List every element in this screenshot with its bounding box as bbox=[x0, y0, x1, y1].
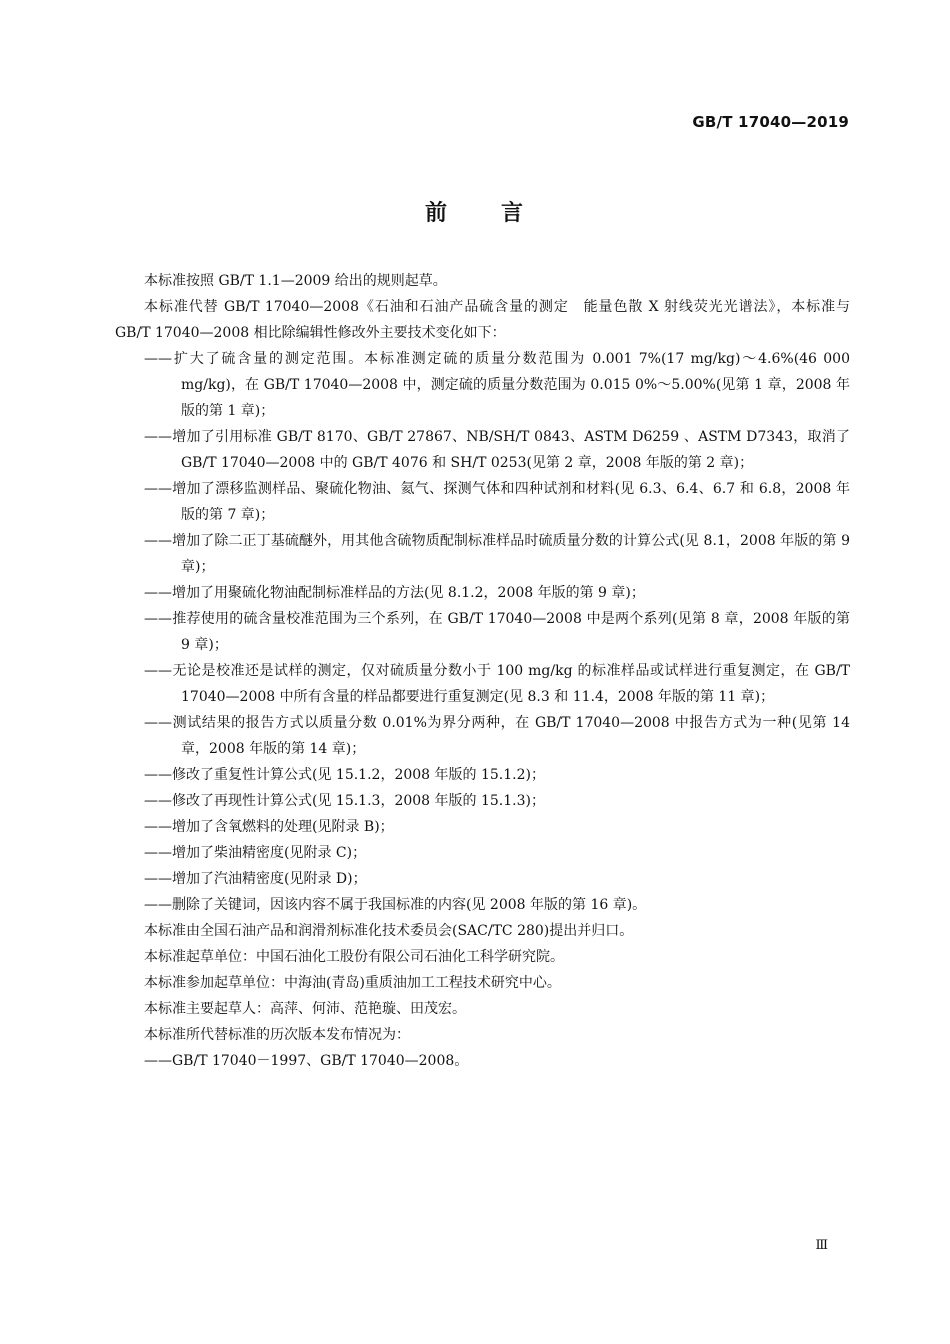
page-number: Ⅲ bbox=[815, 1238, 828, 1253]
change-item: ——推荐使用的硫含量校准范围为三个系列，在 GB/T 17040—2008 中是两个系列(见第 8 章，2008 年版的第 9 章)； bbox=[144, 611, 850, 653]
change-item: ——增加了漂移监测样品、聚硫化物油、氦气、探测气体和四种试剂和材料(见 6.3、6.4、6.7 和 6.8，2008 年版的第 7 章)； bbox=[144, 481, 850, 523]
title-part-1: 前 bbox=[424, 201, 449, 226]
paragraph: 本标准起草单位：中国石油化工股份有限公司石油化工科学研究院。 bbox=[144, 949, 564, 965]
change-item: ——修改了再现性计算公式(见 15.1.3，2008 年版的 15.1.3)； bbox=[144, 793, 545, 809]
change-item: ——无论是校准还是试样的测定，仅对硫质量分数小于 100 mg/kg 的标准样品或试样进行重复测定，在 GB/T 17040—2008 中所有含量的样品都要进行重复测定(见 8.3 和 11.4，2008 年版的第 11 章)； bbox=[144, 663, 850, 705]
paragraph: 本标准主要起草人：高萍、何沛、范艳璇、田茂宏。 bbox=[144, 1001, 466, 1017]
change-item: ——增加了含氧燃料的处理(见附录 B)； bbox=[144, 819, 394, 835]
change-item: ——增加了柴油精密度(见附录 C)； bbox=[144, 845, 367, 861]
paragraph: 本标准参加起草单位：中海油(青岛)重质油加工工程技术研究中心。 bbox=[144, 975, 561, 991]
change-item: ——测试结果的报告方式以质量分数 0.01%为界分两种，在 GB/T 17040—2008 中报告方式为一种(见第 14 章，2008 年版的第 14 章)； bbox=[144, 715, 850, 757]
change-item: ——增加了汽油精密度(见附录 D)； bbox=[144, 871, 367, 887]
change-item: ——扩大了硫含量的测定范围。本标准测定硫的质量分数范围为 0.001 7%(17 mg/kg)～4.6%(46 000 mg/kg)，在 GB/T 17040—2008 中，测定硫的质量分数范围为 0.015 0%～5.00%(见第 1 章，2008 年版的第 1 章)； bbox=[144, 351, 850, 419]
foreword-body bbox=[115, 268, 850, 1074]
change-item: ——删除了关键词，因该内容不属于我国标准的内容(见 2008 年版的第 16 章)。 bbox=[144, 897, 647, 913]
paragraph: 本标准按照 GB/T 1.1—2009 给出的规则起草。 bbox=[144, 273, 447, 289]
title-part-2: 言 bbox=[501, 201, 526, 226]
change-item: ——增加了用聚硫化物油配制标准样品的方法(见 8.1.2，2008 年版的第 9 章)； bbox=[144, 585, 645, 601]
paragraph: 本标准由全国石油产品和润滑剂标准化技术委员会(SAC/TC 280)提出并归口。 bbox=[144, 923, 634, 939]
change-item: ——增加了引用标准 GB/T 8170、GB/T 27867、NB/SH/T 0843、ASTM D6259 、ASTM D7343，取消了 GB/T 17040—2008 中的 GB/T 4076 和 SH/T 0253(见第 2 章，2008 年版的第 2 章)； bbox=[144, 429, 850, 471]
standard-number: GB/T 17040—2019 bbox=[692, 113, 849, 131]
paragraph: 本标准所代替标准的历次版本发布情况为： bbox=[144, 1027, 410, 1043]
paragraph: 本标准代替 GB/T 17040—2008《石油和石油产品硫含量的测定 能量色散 X 射线荧光光谱法》，本标准与 GB/T 17040—2008 相比除编辑性修改外主要技术变化如下： bbox=[115, 299, 850, 341]
history-item: ——GB/T 17040－1997、GB/T 17040—2008。 bbox=[144, 1053, 469, 1069]
page-title bbox=[0, 196, 950, 227]
change-item: ——增加了除二正丁基硫醚外，用其他含硫物质配制标准样品时硫质量分数的计算公式(见 8.1，2008 年版的第 9 章)； bbox=[144, 533, 850, 575]
change-item: ——修改了重复性计算公式(见 15.1.2，2008 年版的 15.1.2)； bbox=[144, 767, 545, 783]
